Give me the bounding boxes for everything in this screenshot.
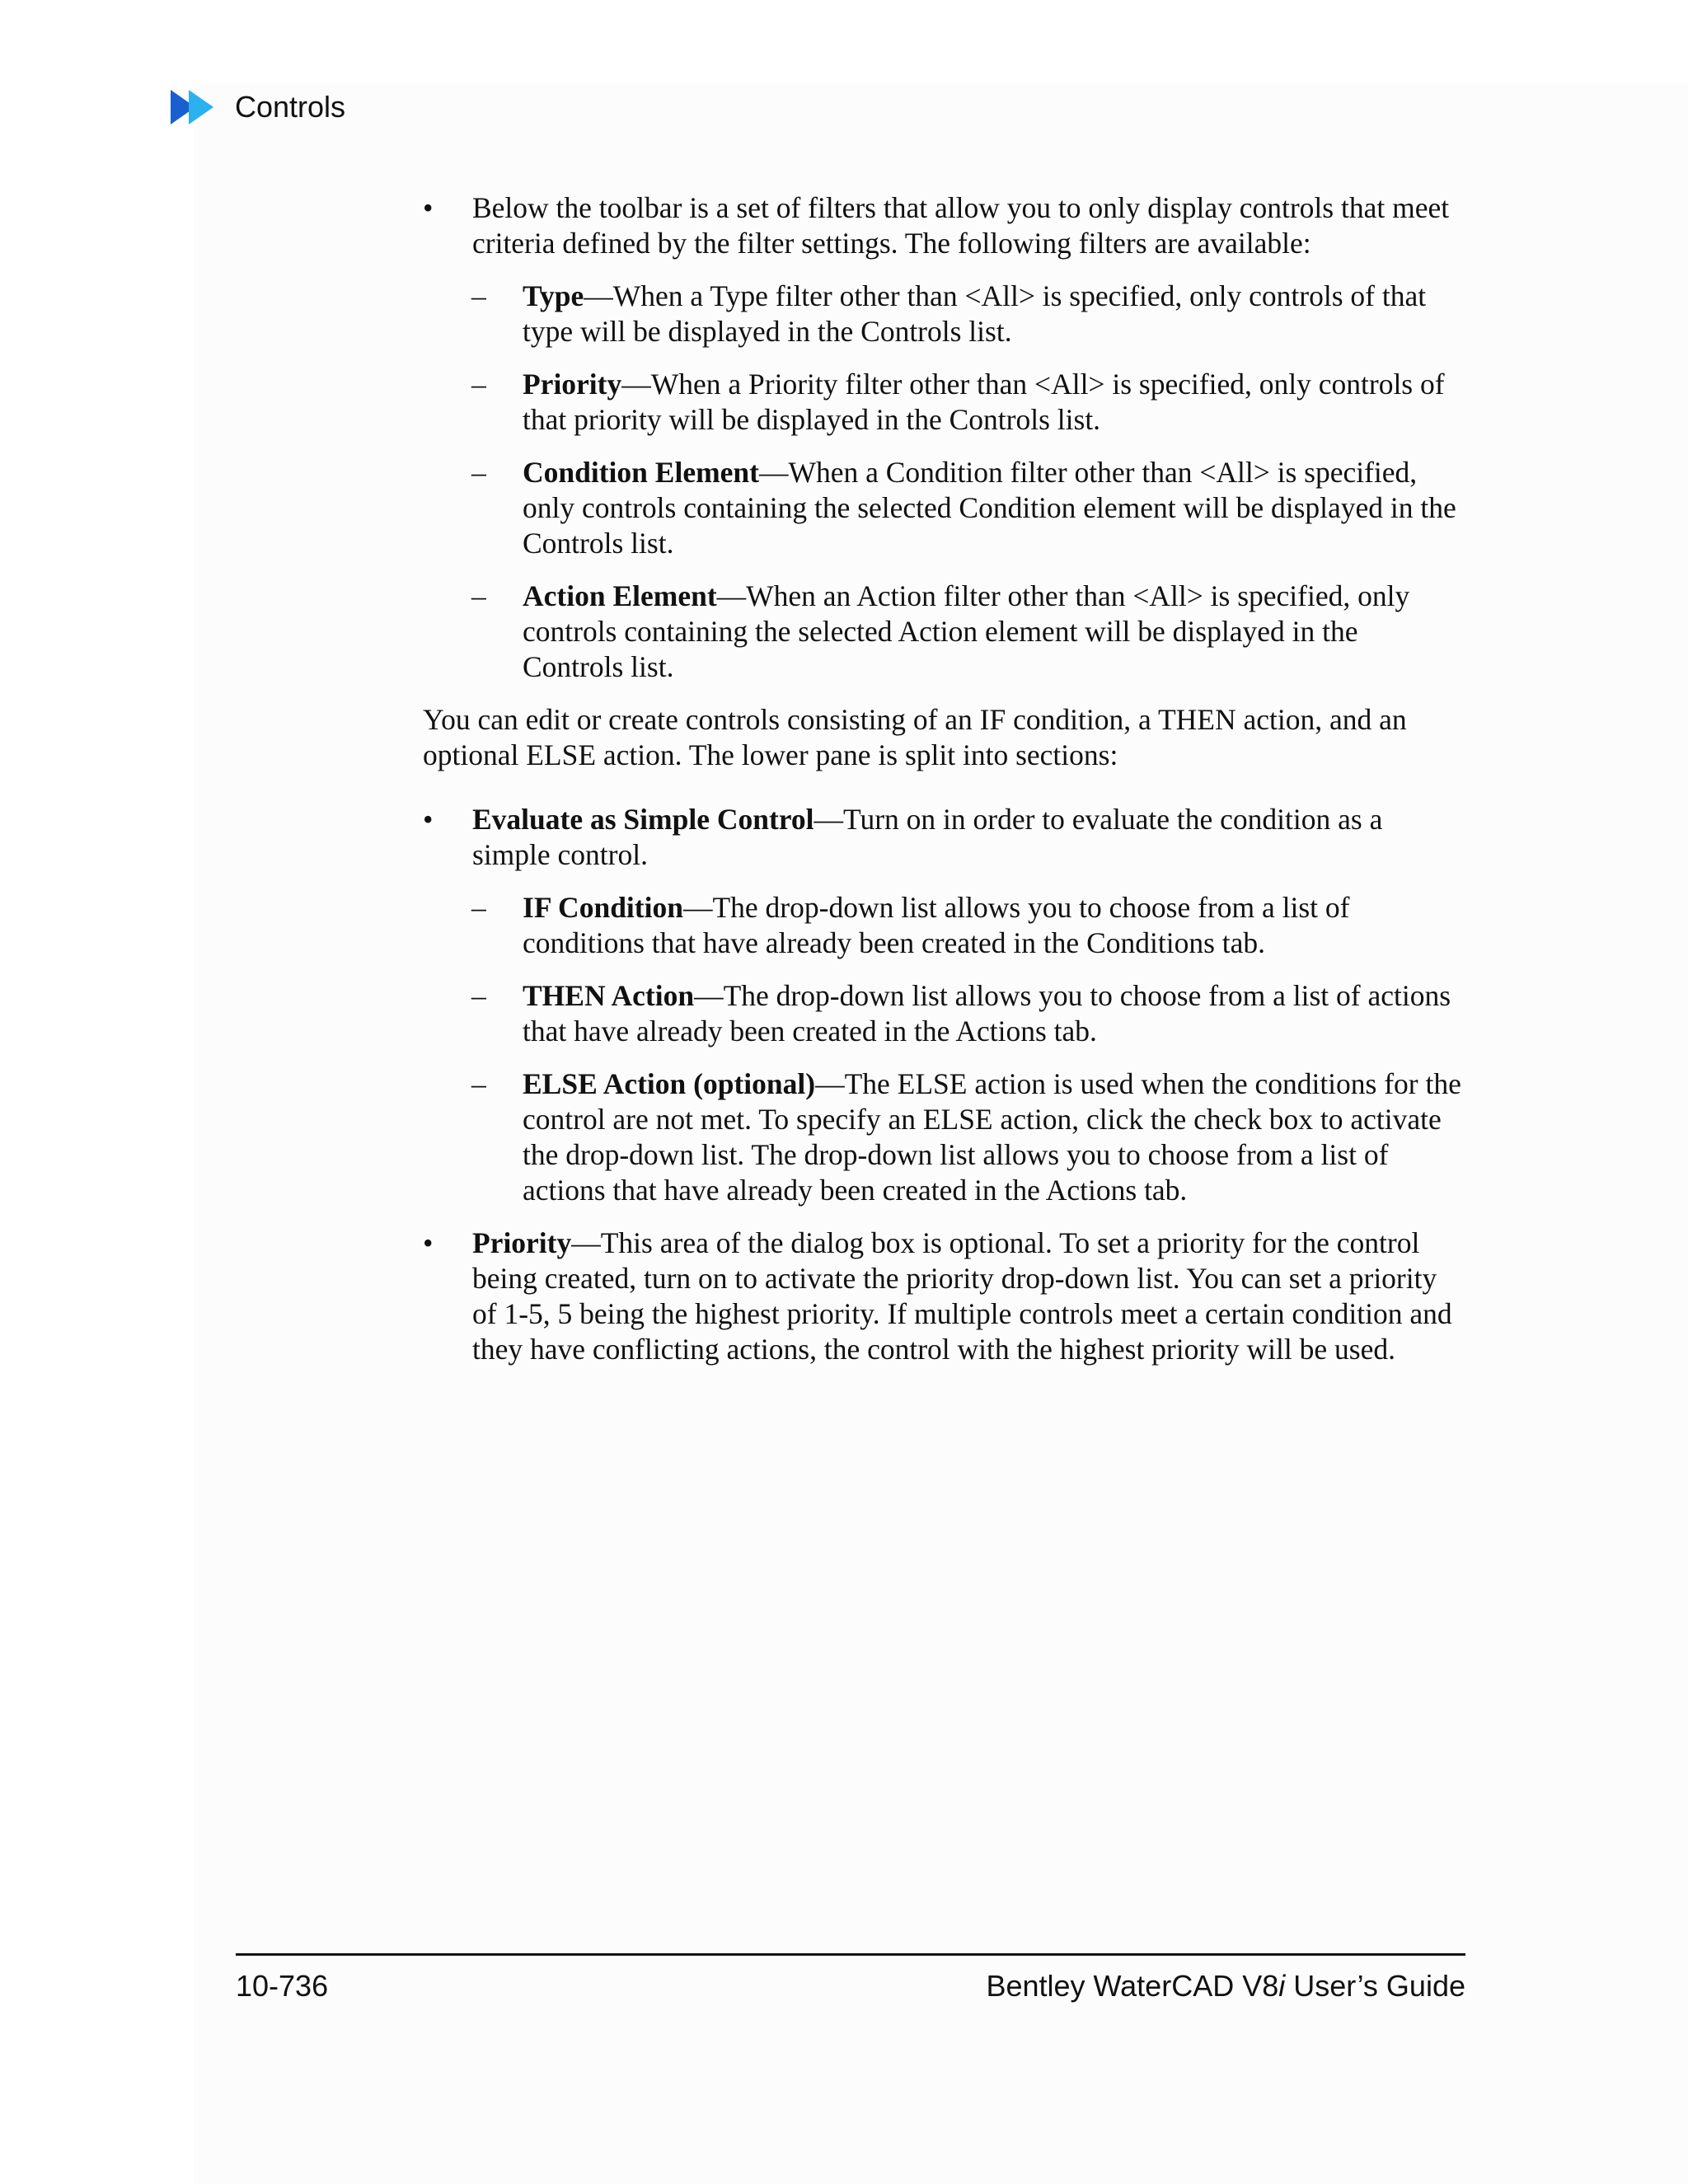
filter-text: —When a Priority filter other than <All> is specified, only controls of that priority will be displayed in the Controls list. xyxy=(523,368,1445,436)
section-item xyxy=(423,890,1465,961)
simple-control-term: Evaluate as Simple Control xyxy=(472,803,814,836)
filter-term: Type xyxy=(523,279,584,312)
section-text: —The ELSE action is used when the conditions for the control are not met. To specify an ELSE action, click the check box to activate the drop-down list. The drop-down list allows you to choose from a list of actions that have already been created in the Actions tab. xyxy=(523,1067,1461,1207)
section-item xyxy=(423,1066,1465,1208)
simple-control-bullet xyxy=(423,802,1465,873)
filter-term: Condition Element xyxy=(523,456,759,489)
body-paragraph: You can edit or create controls consisting of an IF condition, a THEN action, and an optional ELSE action. The lower pane is split into sections: xyxy=(423,703,1407,771)
section-term: ELSE Action (optional) xyxy=(523,1067,816,1100)
double-chevron-icon xyxy=(171,90,222,124)
simple-control-text: —Turn on in order to evaluate the condition as a simple control. xyxy=(472,803,1383,871)
filter-item xyxy=(423,279,1465,349)
filter-item xyxy=(423,455,1465,561)
page-number: 10-736 xyxy=(236,1969,329,2003)
filter-item xyxy=(423,367,1465,438)
section-text: —The drop-down list allows you to choose from a list of actions that have already been created in the Actions tab. xyxy=(523,979,1451,1047)
section-text: —The drop-down list allows you to choose from a list of conditions that have already been created in the Conditions tab. xyxy=(523,891,1350,959)
guide-title-prefix: Bentley WaterCAD V8 xyxy=(986,1969,1279,2003)
filter-item xyxy=(423,579,1465,685)
priority-term: Priority xyxy=(472,1226,572,1259)
main-content xyxy=(423,190,1465,1367)
section-item xyxy=(423,978,1465,1049)
footer-divider xyxy=(236,1953,1465,1956)
filter-term: Priority xyxy=(523,368,622,401)
filter-text: —When an Action filter other than <All> is specified, only controls containing the selected Action element will be displayed in the Controls list. xyxy=(523,579,1410,683)
priority-bullet xyxy=(423,1226,1465,1367)
page-header xyxy=(171,89,345,125)
priority-text: —This area of the dialog box is optional. To set a priority for the control being created, turn on to activate the priority drop-down list. You can set a priority of 1-5, 5 being the highest priority. If multiple controls meet a certain condition and they have conflicting actions, the control with the highest priority will be used. xyxy=(472,1226,1452,1366)
guide-title xyxy=(986,1968,1465,2004)
filter-text: —When a Condition filter other than <All> is specified, only controls containing the selected Condition element will be displayed in the Controls list. xyxy=(523,456,1456,560)
guide-title-suffix: User’s Guide xyxy=(1285,1969,1465,2003)
intro-bullet: • Below the toolbar is a set of filters that allow you to only display controls that meet criteria defined by the filter settings. The following filters are available: xyxy=(423,190,1465,261)
filter-text: —When a Type filter other than <All> is specified, only controls of that type will be displayed in the Controls list. xyxy=(523,279,1427,348)
section-term: IF Condition xyxy=(523,891,683,924)
section-term: THEN Action xyxy=(523,979,695,1012)
filter-term: Action Element xyxy=(523,579,717,612)
header-title: Controls xyxy=(235,90,346,124)
guide-title-italic: i xyxy=(1278,1969,1286,2003)
